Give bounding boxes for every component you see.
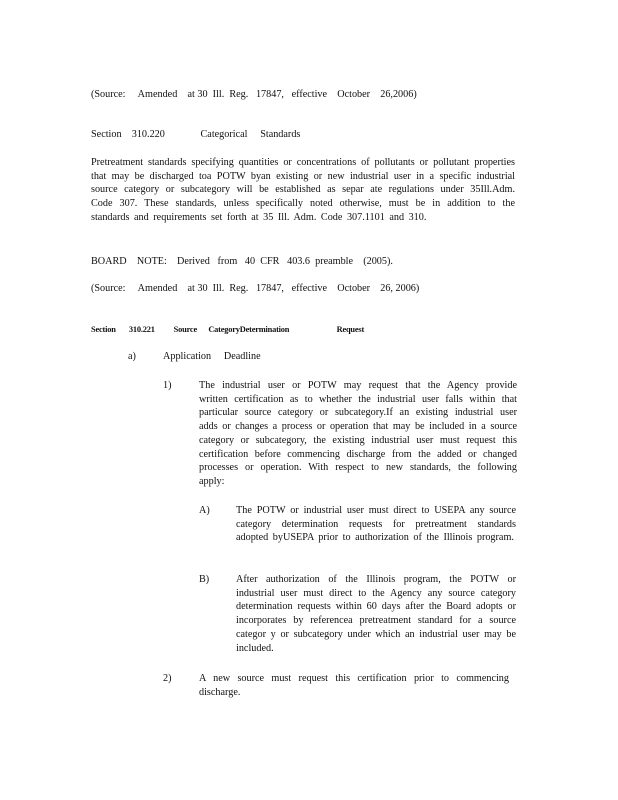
item-2-body: A new source must request this certification prior to commencing discharge. xyxy=(199,673,509,698)
item-B-marker: B) xyxy=(199,574,210,585)
section-310-220-body: Pretreatment standards specifying quantities or concentrations of pollutants or pollutant properties that may be discharged toa POTW byan existing or new industrial user in a specific industrial source category or subcategory will be established as separ ate regulations under 35Ill.Adm. Code 307. These standards, unless specifically noted otherwise, must be in addition to the standards and requirements set forth at 35 Ill. Adm. Code 307.1101 and 310. xyxy=(91,157,515,223)
source-note-1: (Source: Amended at 30 Ill. Reg. 17847, effective October 26,2006) xyxy=(91,89,417,100)
item-1-marker: 1) xyxy=(163,380,172,391)
item-A-body: The POTW or industrial user must direct to USEPA any source category determination requests for pretreatment standards adopted byUSEPA prior to authorization of the Illinois program. xyxy=(236,505,516,544)
item-B-body: After authorization of the Illinois program, the POTW or industrial user must direct to the Agency any source category determination requests within 60 days after the Board adopts or incorporates by referencea pretreatment standard for a source categor y or subcategory under which an industrial user may be included. xyxy=(236,574,516,654)
item-2-marker: 2) xyxy=(163,673,172,684)
source-note-2: (Source: Amended at 30 Ill. Reg. 17847, effective October 26, 2006) xyxy=(91,283,420,294)
board-note: BOARD NOTE: Derived from 40 CFR 403.6 preamble (2005). xyxy=(91,256,393,267)
item-1-body: The industrial user or POTW may request that the Agency provide written certification as to whether the industrial user falls within that particular source category or subcategory.If an existing industrial user adds or changes a process or operation that may be included in a source category or subcategory, the existing industrial user must request this certification before commencing discharge from the added or changed processes or operation. With respect to new standards, the following apply: xyxy=(199,380,517,487)
section-310-221-heading: Section 310.221 Source CategoryDetermination Request xyxy=(91,325,365,334)
section-310-220-heading: Section 310.220 Categorical Standards xyxy=(91,129,301,140)
item-a-title: Application Deadline xyxy=(163,351,261,362)
item-A-marker: A) xyxy=(199,505,210,516)
item-a-marker: a) xyxy=(128,351,136,362)
